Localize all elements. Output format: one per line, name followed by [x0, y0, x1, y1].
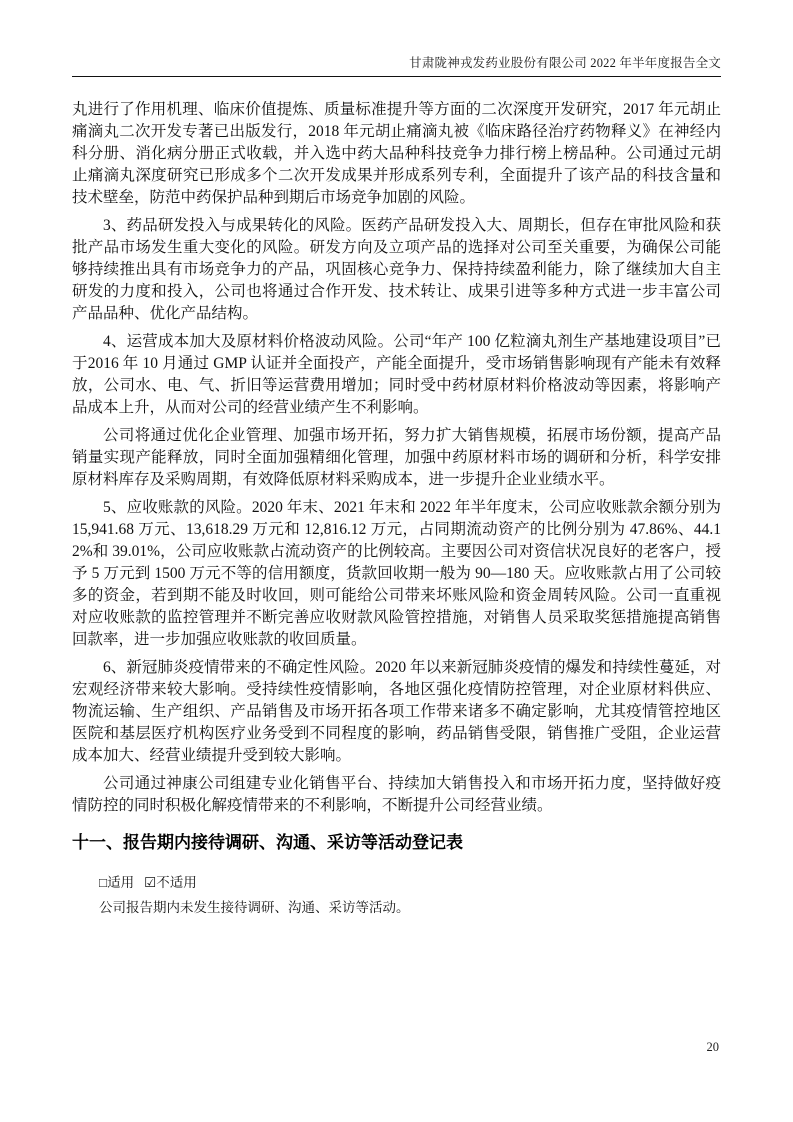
checkbox-not-applicable: ☑不适用: [144, 875, 197, 890]
paragraph-risk-5: 5、应收账款的风险。2020 年末、2021 年末和 2022 年半年度末，公司应收账款余额分别为 15,941.68 万元、13,618.29 万元和 12,816.12 万元，占同期流动资产的比例分别为 47.86%、44.12%和 39.01%，公司应收账款占流动资产的比例较高。主要因公司对资信状况良好的老客户，授予 5 万元到 1500 万元不等的信用额度，货款回收期一般为 90—180 天。应收账款占用了公司较多的资金，若到期不能及时收回，则可能给公司带来坏账风险和资金周转风险。公司一直重视对应收账款的监控管理并不断完善应收财款风险管控措施，对销售人员采取奖惩措施提高销售回款率，进一步加强应收账款的收回质量。: [72, 499, 721, 648]
paragraph-risk-6-measures: 公司通过神康公司组建专业化销售平台、持续加大销售投入和市场开拓力度，坚持做好疫情防控的同时积极化解疫情带来的不利影响，不断提升公司经营业绩。: [72, 775, 721, 814]
page-header-title: 甘肃陇神戎发药业股份有限公司 2022 年半年度报告全文: [409, 56, 721, 70]
checkbox-applicable: □适用: [99, 875, 135, 890]
applicability-line: [72, 873, 721, 892]
paragraph-risk-3: 3、药品研发投入与成果转化的风险。医药产品研发投入大、周期长，但存在审批风险和获批产品市场发生重大变化的风险。研发方向及立项产品的选择对公司至关重要，为确保公司能够持续推出具有市场竞争力的产品，巩固核心竞争力、保持持续盈利能力，除了继续加大自主研发的力度和投入，公司也将通过合作开发、技术转让、成果引进等多种方式进一步丰富公司产品品种、优化产品结构。: [72, 217, 721, 322]
section-note: 公司报告期内未发生接待调研、沟通、采访等活动。: [99, 900, 410, 915]
paragraph-risk-4-measures: 公司将通过优化企业管理、加强市场开拓，努力扩大销售规模，拓展市场份额，提高产品销量实现产能释放，同时全面加强精细化管理，加强中药原材料市场的调研和分析，科学安排原材料库存及采购周期，有效降低原材料采购成本，进一步提升企业业绩水平。: [72, 427, 721, 488]
paragraph-risk-4: 4、运营成本加大及原材料价格波动风险。公司“年产 100 亿粒滴丸剂生产基地建设项目”已于2016 年 10 月通过 GMP 认证并全面投产，产能全面提升，受市场销售影响现有产能未有效释放，公司水、电、气、折旧等运营费用增加；同时受中药材原材料价格波动等因素，将影响产品成本上升，从而对公司的经营业绩产生不利影响。: [72, 333, 721, 416]
header-divider: [72, 76, 721, 77]
paragraph-risk-6: 6、新冠肺炎疫情带来的不确定性风险。2020 年以来新冠肺炎疫情的爆发和持续性蔓延，对宏观经济带来较大影响。受持续性疫情影响，各地区强化疫情防控管理，对企业原材料供应、物流运输、生产组织、产品销售及市场开拓各项工作带来诸多不确定影响，尤其疫情管控地区医院和基层医疗机构医疗业务受到不同程度的影响，药品销售受限，销售推广受阻，企业运营成本加大、经营业绩提升受到较大影响。: [72, 659, 721, 764]
document-body: [72, 99, 721, 923]
section-heading-xi: 十一、报告期内接待调研、沟通、采访等活动登记表: [72, 833, 463, 852]
paragraph-continuation: 丸进行了作用机理、临床价值提炼、质量标准提升等方面的二次深度开发研究，2017 年元胡止痛滴丸二次开发专著已出版发行，2018 年元胡止痛滴丸被《临床路径治疗药物释义》在神经内科分册、消化病分册正式收载，并入选中药大品种科技竞争力排行榜上榜品种。公司通过元胡止痛滴丸深度研究已形成多个二次开发成果并形成系列专利，全面提升了该产品的科技含量和技术壁垒，防范中药保护品种到期后市场竞争加剧的风险。: [72, 101, 721, 206]
page-number: 20: [706, 1040, 719, 1054]
